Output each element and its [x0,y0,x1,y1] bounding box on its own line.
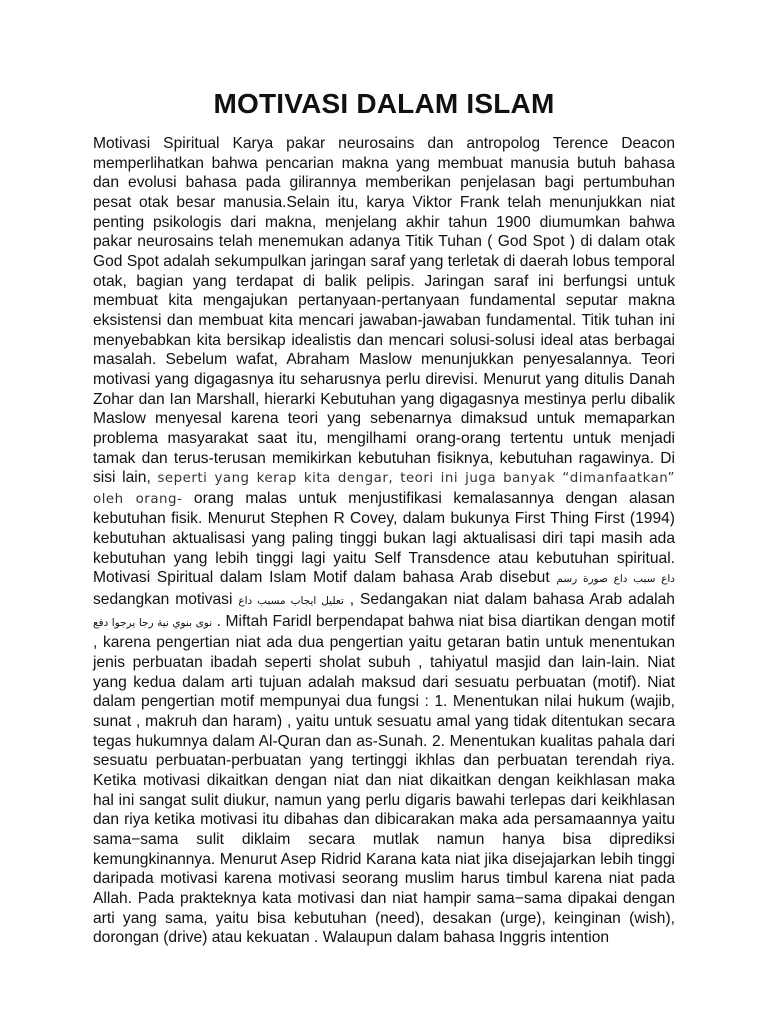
document-title: MOTIVASI DALAM ISLAM [213,88,555,119]
text-segment-faridl: . Miftah Faridl berpendapat bahwa niat bisa diartikan dengan motif , karena pengertian niat ada dua pengertian yaitu getaran batin untuk menentukan jenis perbuatan ibadah seperti sholat subuh , tahiyatul masjid dan lain-lain. Niat yang kedua dalam arti tujuan adalah maksud dari sesuatu perbuatan (motif). Niat dalam pengertian motif mempunyai dua fungsi : 1. Menentukan nilai hukum (wajib, sunat , makruh dan haram) , yaitu untuk sesuatu amal yang tidak ditentukan secara tegas hukumnya dalam Al-Quran dan as-Sunah. 2. Menentukan kualitas pahala dari sesuatu perbuatan-perbuatan yang tertinggi ikhlas dan perbuatan terendah riya. Ketika motivasi dikaitkan dengan niat dan niat dikaitkan dengan keikhlasan maka hal ini sangat sulit diukur, namun yang perlu digaris bawahi terlepas dari keikhlasan dan riya ketika motivasi itu dibahas dan dibicarakan maka ada persamaannya yaitu sama−sama sulit diklaim secara mutlak namun hanya bisa diprediksi kemungkinannya. Menurut Asep Ridrid Karana kata niat jika disejajarkan lebih tinggi daripada motivasi karena motivasi seorang muslim harus timbul karena niat pada Allah. Pada prakteknya kata motivasi dan niat hampir sama−sama dipakai dengan arti yang sama, yaitu bisa kebutuhan (need), desakan (urge), keinginan (wish), dorongan (drive) atau kekuatan . Walaupun dalam bahasa Inggris intention [93,612,675,947]
arabic-term-niat: نوى بنوي نية رجا يرجوا دفع [93,616,213,629]
body-paragraph [93,134,675,948]
arabic-term-motivasi: تعليل ايجاب مسبب داع [238,595,344,608]
text-segment-alt-font: seperti yang kerap kita dengar, teori ini juga banyak “dimanfaatkan” oleh orang- [93,471,675,507]
arabic-term-motif: داع سبب داع صورة رسم [556,573,675,586]
text-segment-niat: , Sedangakan niat dalam bahasa Arab adalah [349,591,675,609]
text-segment-motivasi: sedangkan motivasi [93,591,233,609]
text-segment-intro: Motivasi Spiritual Karya pakar neurosains dan antropolog Terence Deacon memperlihatkan bahwa pencarian makna yang membuat manusia butuh bahasa dan evolusi bahasa pada gilirannya memberikan penjelasan bagi pertumbuhan pesat otak besar manusia.Selain itu, karya Viktor Frank telah menunjukkan niat penting psikologis dari makna, menjelang akhir tahun 1900 diumumkan bahwa pakar neurosains telah menemukan adanya Titik Tuhan ( God Spot ) di dalam otak God Spot adalah sekumpulkan jaringan saraf yang terletak di daerah lobus temporal otak, bagian yang terdapat di balik pelipis. Jaringan saraf ini berfungsi untuk membuat kita mengajukan pertanyaan-pertanyaan fundamental seputar makna eksistensi dan membuat kita mencari jawaban-jawaban fundamental. Titik tuhan ini menyebabkan kita bersikap idealistis dan mencari solusi-solusi ideal atas berbagai masalah. Sebelum wafat, Abraham Maslow menunjukkan penyesalannya. Teori motivasi yang digagasnya itu seharusnya perlu direvisi. Menurut yang ditulis Danah Zohar dan Ian Marshall, hierarki Kebutuhan yang digagasnya mestinya perlu dibalik Maslow menyesal karena teori yang sebenarnya dimaksud untuk memaparkan problema masyarakat saat itu, mengilhami orang-orang tertentu untuk menjadi tamak dan terus-terusan memikirkan kebutuhan fisiknya, kebutuhan ragawinya. Di sisi lain, [93,135,675,487]
text-segment-covey: orang malas untuk menjustifikasi kemalasannya dengan alasan kebutuhan fisik. Menurut Stephen R Covey, dalam bukunya First Thing First (1994) kebutuhan aktualisasi yang paling tinggi bukan lagi aktualisasi diri tapi masih ada kebutuhan yang lebih tinggi lagi yaitu Self Transdence atau kebutuhan spiritual. Motivasi Spiritual dalam Islam Motif dalam bahasa Arab disebut [93,489,675,587]
